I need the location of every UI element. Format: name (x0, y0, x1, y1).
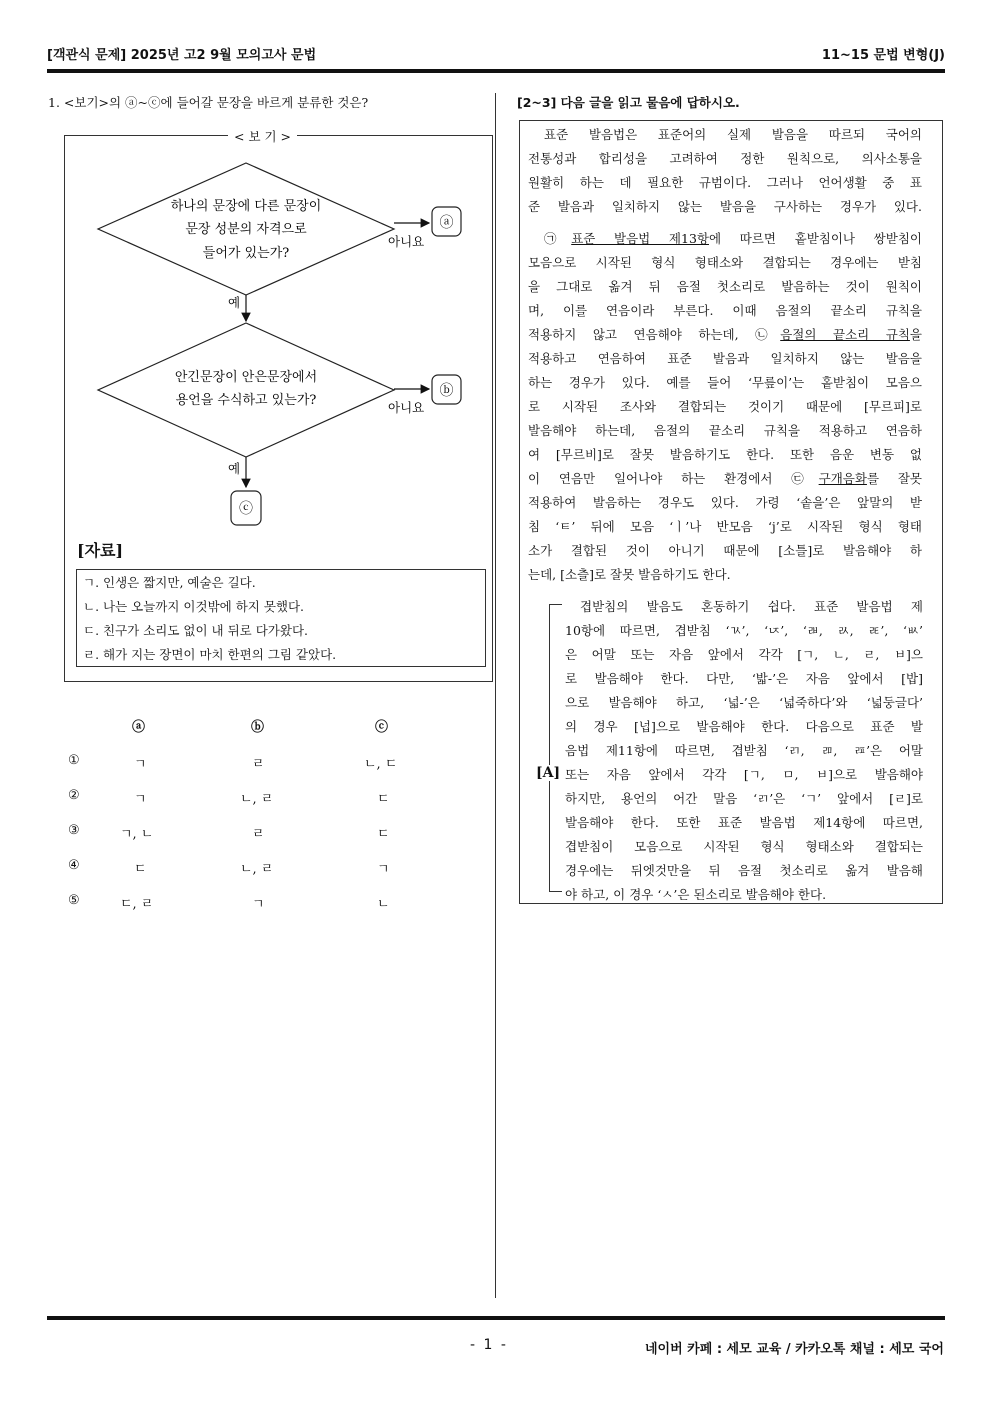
d1-line2: 문장 성분의 자격으로 (185, 222, 307, 237)
page-header (47, 44, 945, 64)
d2-line2: 용언을 수식하고 있는가? (175, 393, 317, 408)
a-line: 겹받침이 모음으로 시작된 형식 형태소와 결합되는 (565, 839, 923, 854)
underline-1: 표준 발음법 제13항 (571, 231, 709, 246)
p2-line: 여 [무르비]로 잘못 발음하기도 한다. 또한 음운 변동 없 (528, 447, 922, 462)
jaryo-item: ㄹ. 해가 지는 장면이 마치 한편의 그림 같았다. (83, 647, 337, 662)
p2-line: 을 그대로 옮겨 뒤 음절 첫소리로 발음하는 것이 원칙이 (528, 279, 922, 294)
option-c: ㄴ, ㄷ (364, 757, 398, 772)
p1-line: 준 발음과 일치하지 않는 발음을 구사하는 경우가 있다. (528, 199, 922, 214)
p2-line: 로 시작된 조사와 결합되는 것이기 때문에 [무르피]로 (528, 399, 922, 414)
yes-label-2: 예 (228, 461, 241, 476)
option-c: ㄷ (377, 792, 390, 807)
option-c: ㄴ (377, 897, 390, 912)
a-line: 10항에 따르면, 겹받침 ‘ㄳ’, ‘ㄵ’, ‘ㄼ, ㄽ, ㄾ’, ‘ㅄ’ (565, 623, 923, 638)
mark-3: ㉢ (791, 471, 819, 486)
p2-line: ㉠표준 발음법 제13항에 따르면 홑받침이나 쌍받침이 (544, 231, 922, 246)
p2-line: 며, 이를 연음이라 부른다. 이때 음절의 끝소리 규칙을 (528, 303, 922, 318)
option-num: ③ (68, 823, 80, 838)
a-line: 의 경우 [넙]으로 발음해야 한다. 다음으로 표준 발 (565, 719, 923, 734)
header-left: [객관식 문제] 2025년 고2 9월 모의고사 문법 (47, 48, 317, 63)
box-c-label: ⓒ (239, 501, 253, 517)
a-line: 겹받침의 발음도 혼동하기 쉽다. 표준 발음법 제 (580, 599, 923, 614)
d1-line3: 들어가 있는가? (202, 246, 290, 261)
header-right: 11~15 문법 변형(J) (821, 48, 945, 63)
option-c: ㄱ (377, 862, 390, 877)
box-a-label: ⓐ (439, 215, 454, 231)
page-number: - 1 - (470, 1337, 508, 1353)
underline-3: 구개음화 (818, 471, 867, 486)
no-label-1: 아니요 (388, 234, 425, 249)
a-line: 은 어말 또는 자음 앞에서 각각 [ㄱ, ㄴ, ㄹ, ㅂ]으 (565, 647, 923, 662)
a-line: 야 하고, 이 경우 ‘ㅅ’은 된소리로 발음해야 한다. (565, 887, 827, 902)
jaryo-item: ㄷ. 친구가 소리도 없이 내 뒤로 다가왔다. (83, 623, 308, 638)
opt-header-c: ⓒ (375, 720, 389, 735)
footer-right: 네이버 카페 : 세모 교육 / 카카오톡 채널 : 세모 국어 (644, 1342, 944, 1357)
a-label: [A] (536, 765, 561, 781)
opt-header-a: ⓐ (132, 720, 146, 735)
a-line: 발음해야 한다. 또한 표준 발음법 제14항에 따르면, (565, 815, 923, 830)
q1-question: 1. <보기>의 ⓐ~ⓒ에 들어갈 문장을 바르게 분류한 것은? (48, 95, 369, 110)
d2-line1: 안긴문장이 안은문장에서 (174, 370, 318, 385)
option-num: ① (68, 753, 80, 768)
p2-line: 발음해야 하는데, 음절의 끝소리 규칙을 적용하고 연음하 (528, 423, 922, 438)
p2-line: 는데, [소츨]로 잘못 발음하기도 한다. (528, 567, 731, 582)
jaryo-item: ㄱ. 인생은 짧지만, 예술은 길다. (83, 575, 256, 590)
d1-line1: 하나의 문장에 다른 문장이 (170, 199, 322, 214)
p2-line: 침 ‘ㅌ’ 뒤에 모음 ‘ㅣ’나 반모음 ‘j’로 시작된 형식 형태 (528, 519, 922, 534)
option-c: ㄷ (377, 827, 390, 842)
column-divider (495, 93, 496, 1298)
footer-rule (47, 1316, 945, 1320)
mark-2: ㉡ (755, 327, 781, 342)
p1-line: 전통성과 합리성을 고려하여 정한 원칙으로, 의사소통을 (528, 151, 922, 166)
mark-1: ㉠ (544, 231, 572, 246)
p1-line: 원활히 하는 데 필요한 규범이다. 그러나 언어생활 중 표 (528, 175, 922, 190)
option-a: ㄱ (134, 792, 147, 807)
p2-line: 적용하고 연음하여 표준 발음과 일치하지 않는 발음을 (528, 351, 922, 366)
bogi-title: < 보 기 > (228, 127, 297, 145)
a-line: 경우에는 뒤엣것만을 뒤 음절 첫소리로 옮겨 발음해 (565, 863, 923, 878)
no-label-2: 아니요 (388, 400, 425, 415)
option-b: ㄴ, ㄹ (240, 862, 274, 877)
option-num: ② (68, 788, 80, 803)
box-b-label: ⓑ (439, 383, 454, 399)
flowchart (64, 135, 491, 535)
a-line: 하지만, 용언의 어간 말음 ‘ㄺ’은 ‘ㄱ’ 앞에서 [ㄹ]로 (565, 791, 923, 806)
p2-line: 적용하여 발음하는 경우도 있다. 가령 ‘솥을’은 앞말의 받 (528, 495, 922, 510)
jaryo-item: ㄴ. 나는 오늘까지 이것밖에 하지 못했다. (83, 599, 305, 614)
option-b: ㄹ (252, 827, 265, 842)
p2-line: 하는 경우가 있다. 예를 들어 ‘무릎이’는 홑받침이 모음으 (528, 375, 922, 390)
opt-header-b: ⓑ (251, 720, 265, 735)
option-a: ㄷ, ㄹ (120, 897, 154, 912)
underline-2: 음절의 끝소리 규칙 (780, 327, 910, 342)
option-num: ④ (68, 858, 80, 873)
option-a: ㄱ (134, 757, 147, 772)
option-num: ⑤ (68, 893, 80, 908)
a-line: 또는 자음 앞에서 각각 [ㄱ, ㅁ, ㅂ]으로 발음해야 (565, 767, 923, 782)
a-line: 음법 제11항에 따르면, 겹받침 ‘ㄺ, ㄻ, ㄿ’은 어말 (565, 743, 923, 758)
a-line: 로 발음해야 한다. 다만, ‘밟-’은 자음 앞에서 [밥] (565, 671, 923, 686)
decision-diamond-2 (98, 323, 394, 457)
option-b: ㄴ, ㄹ (240, 792, 274, 807)
yes-label-1: 예 (228, 295, 241, 310)
option-a: ㄷ (134, 862, 147, 877)
p2-line: 이 연음만 일어나야 하는 환경에서 ㉢구개음화를 잘못 (528, 471, 922, 486)
a-bracket (549, 604, 562, 892)
option-b: ㄱ (252, 897, 265, 912)
p2-line: 적용하지 않고 연음해야 하는데, ㉡음절의 끝소리 규칙을 (528, 327, 922, 342)
p2-line: 모음으로 시작된 형식 형태소와 결합되는 경우에는 받침 (528, 255, 922, 270)
p1-line: 표준 발음법은 표준어의 실제 발음을 따르되 국어의 (544, 127, 922, 142)
option-b: ㄹ (252, 757, 265, 772)
p2-line: 소가 결합된 것이 아니기 때문에 [소틀]로 발음해야 하 (528, 543, 922, 558)
jaryo-box (76, 569, 486, 667)
a-line: 으로 발음해야 하고, ‘넓-’은 ‘넓죽하다’와 ‘넓둥글다’ (565, 695, 923, 710)
option-a: ㄱ, ㄴ (120, 827, 154, 842)
header-rule (47, 69, 945, 73)
jaryo-title: [자료] (77, 541, 124, 560)
q23-title: [2~3] 다음 글을 읽고 물음에 답하시오. (517, 95, 740, 110)
